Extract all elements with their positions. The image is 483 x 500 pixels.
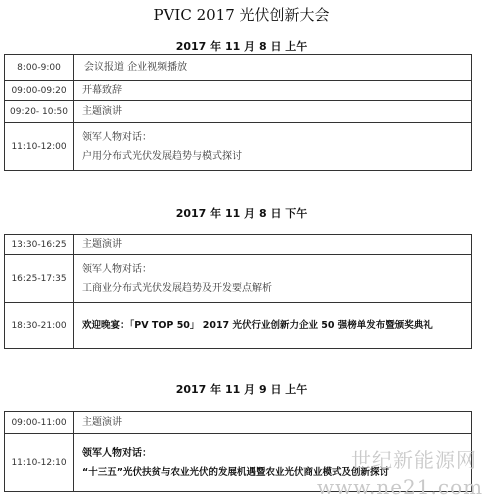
- event-line: 开幕致辞: [82, 85, 122, 96]
- event-cell: [74, 235, 472, 255]
- table-row: [5, 101, 472, 123]
- event-cell: [74, 55, 472, 81]
- time-cell: 16:25-17:35: [5, 255, 74, 303]
- time-cell: 09:20- 10:50: [5, 101, 74, 123]
- event-cell: [74, 434, 472, 492]
- time-cell: 09:00-09:20: [5, 81, 74, 101]
- event-line: 户用分布式光伏发展趋势与模式探讨: [82, 150, 242, 162]
- schedule-table-nov8-am: [4, 54, 472, 171]
- table-row: [5, 55, 472, 81]
- date-heading-nov9-am: 2017 年 11 月 9 日 上午: [175, 383, 308, 396]
- table-row: [5, 303, 472, 349]
- time-cell: 8:00-9:00: [5, 55, 74, 81]
- event-cell: [74, 412, 472, 434]
- table-row: [5, 123, 472, 171]
- watermark-url: www.ne21.com: [317, 475, 483, 499]
- event-line: 主题演讲: [82, 417, 122, 428]
- event-cell: [74, 123, 472, 171]
- event-cell: [74, 255, 472, 303]
- event-line: 领军人物对话：: [82, 131, 152, 143]
- date-heading-nov8-am: 2017 年 11 月 8 日 上午: [175, 40, 308, 53]
- time-cell: 13:30-16:25: [5, 235, 74, 255]
- event-line: 主题演讲: [82, 239, 122, 250]
- table-row: [5, 412, 472, 434]
- event-cell: [74, 101, 472, 123]
- event-line: 会议报道 企业视频播放: [84, 62, 188, 73]
- event-line: 领军人物对话：: [82, 447, 152, 459]
- date-heading-nov8-pm: 2017 年 11 月 8 日 下午: [175, 207, 308, 220]
- event-line: 工商业分布式光伏发展趋势及开发要点解析: [82, 282, 272, 294]
- event-line: 欢迎晚宴：「PV TOP 50」 2017 光伏行业创新力企业 50 强榜单发布暨颁奖典礼: [82, 320, 433, 331]
- time-cell: 18:30-21:00: [5, 303, 74, 349]
- time-cell: 11:10-12:10: [5, 434, 74, 492]
- table-row: [5, 255, 472, 303]
- event-line: 领军人物对话：: [82, 263, 152, 275]
- time-cell: 11:10-12:00: [5, 123, 74, 171]
- table-row: [5, 235, 472, 255]
- event-cell: [74, 81, 472, 101]
- table-row: [5, 81, 472, 101]
- time-cell: 09:00-11:00: [5, 412, 74, 434]
- page-title: PVIC 2017 光伏创新大会: [153, 6, 330, 24]
- schedule-table-nov8-pm: [4, 234, 472, 349]
- event-line: “十三五”光伏扶贫与农业光伏的发展机遇暨农业光伏商业模式及创新探讨: [82, 466, 389, 478]
- watermark-text: 世纪新能源网: [351, 448, 477, 472]
- event-line: 主题演讲: [82, 106, 122, 117]
- schedule-table-nov9-am: [4, 411, 472, 492]
- table-row: [5, 434, 472, 492]
- event-cell: [74, 303, 472, 349]
